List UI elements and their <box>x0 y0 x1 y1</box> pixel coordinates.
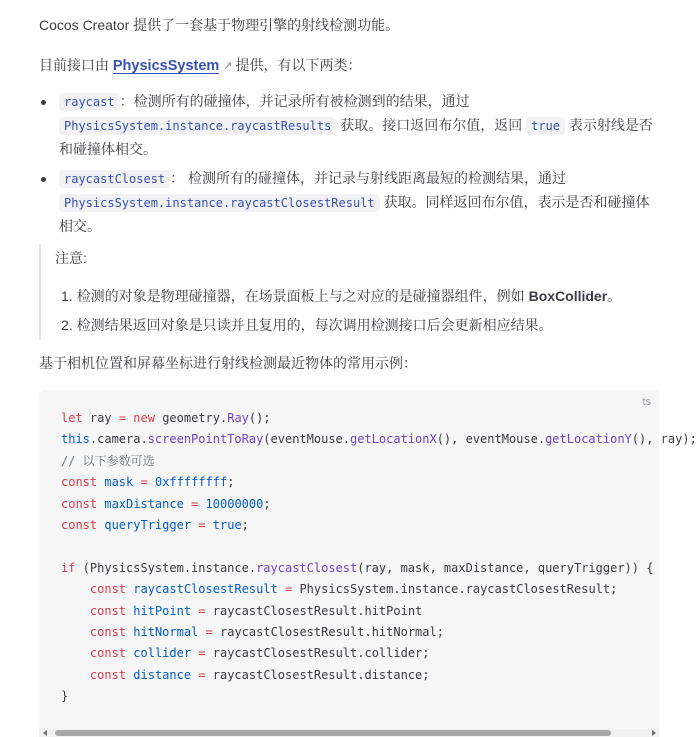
method-description-continued: 获取。同样返回布尔值，表示是否和碰撞体相交。 <box>59 194 650 234</box>
note-text: 检测结果返回对象是只读并且复用的，每次调用检测接口后会更新相应结果。 <box>76 317 553 333</box>
note-item <box>55 285 621 307</box>
method-description: ： 检测所有的碰撞体，并记录与射线距离最短的检测结果，通过 <box>170 170 567 186</box>
example-paragraph: 基于相机位置和屏幕坐标进行射线检测最近物体的常用示例： <box>39 355 417 371</box>
scroll-left-icon[interactable] <box>43 730 47 736</box>
external-link-icon: ↗ <box>223 60 233 72</box>
note-block <box>39 244 661 340</box>
note-title: 注意: <box>55 250 87 266</box>
method-description: ：检测所有的碰撞体，并记录所有被检测到的结果，通过 <box>119 93 470 109</box>
code-content: let ray = new geometry.Ray(); this.camera.screenPointToRay(eventMouse.getLocationX(), eventMouse.getLocationY(), ray); // 以下参数可选 const mask = 0xffffffff; const maxDistance = 10000000; const queryTrigger = true; if (PhysicsSystem.instance.raycastClosest(ray, mask, maxDistance, queryTrigger)) { const raycastClosestResult = PhysicsSystem.instance.raycastClosestResult; const hitPoint = raycastClosestResult.hitPoint const hitNormal = raycastClosestResult.hitNormal; const collider = raycastClosestResult.collider; const distance = raycastClosestResult.distance; } <box>61 411 697 704</box>
note-number: 2. <box>61 317 73 333</box>
method-list <box>39 90 659 244</box>
inline-code-raycast-results: PhysicsSystem.instance.raycastResults <box>59 117 336 135</box>
api-prefix: 目前接口由 <box>39 57 109 73</box>
note-bold-term: BoxCollider <box>528 288 608 304</box>
inline-code-true: true <box>526 117 565 135</box>
inline-code-raycast-closest: raycastClosest <box>59 170 170 188</box>
intro-paragraph: Cocos Creator 提供了一套基于物理引擎的射线检测功能。 <box>39 17 400 33</box>
code-language-label: ts <box>642 396 651 408</box>
physics-system-link[interactable]: PhysicsSystem <box>112 58 220 74</box>
method-description-continued: 获取。接口返回布尔值，返回 <box>340 117 523 133</box>
inline-code-raycast-closest-result: PhysicsSystem.instance.raycastClosestResult <box>59 194 380 212</box>
api-suffix: 提供，有以下两类： <box>235 57 362 73</box>
note-item <box>55 314 621 336</box>
code-block[interactable] <box>39 390 697 730</box>
inline-code-raycast: raycast <box>59 93 120 111</box>
method-description-end: 表示射线是否和碰撞体相交。 <box>59 117 653 157</box>
note-text: 检测的对象是物理碰撞器，在场景面板上与之对应的是碰撞器组件，例如 <box>76 288 525 304</box>
list-item-raycast-closest <box>39 167 659 238</box>
list-item-raycast <box>39 90 659 161</box>
horizontal-scrollbar[interactable] <box>39 729 659 737</box>
scroll-right-icon[interactable] <box>652 730 656 736</box>
note-text-end: 。 <box>607 288 622 304</box>
scrollbar-thumb[interactable] <box>55 730 611 736</box>
note-list <box>55 285 621 343</box>
note-number: 1. <box>61 288 73 304</box>
api-paragraph <box>39 54 362 77</box>
